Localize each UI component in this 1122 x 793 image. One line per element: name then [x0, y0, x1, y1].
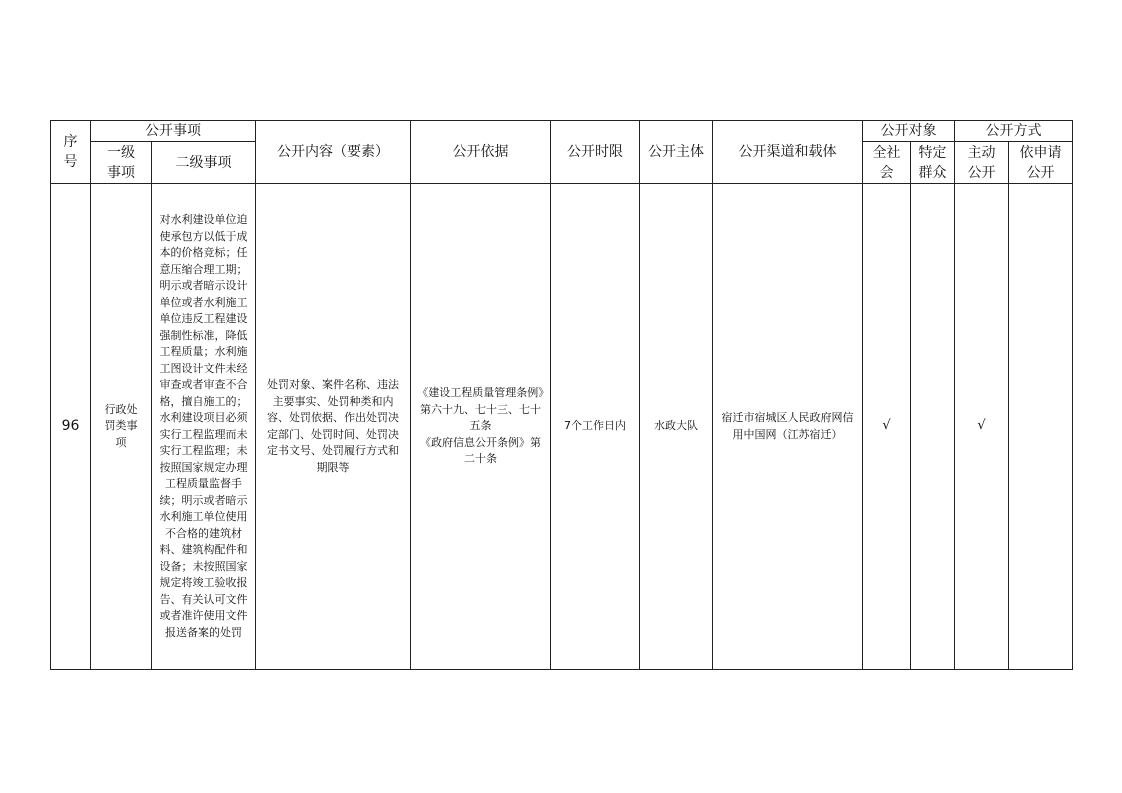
col-header-time-limit: 公开时限 — [551, 121, 640, 184]
row-level2 — [152, 184, 256, 670]
row-audience-specific — [911, 184, 955, 670]
col-header-method-active-label: 主动公开 — [967, 144, 996, 181]
col-header-subject: 公开主体 — [640, 121, 713, 184]
col-header-matter-group: 公开事项 — [91, 121, 256, 142]
col-header-seq — [51, 121, 91, 184]
row-level2-text: 对水利建设单位迫使承包方以低于成本的价格竞标；任意压缩合理工期；明示或者暗示设计单位或者水利施工单位违反工程建设强制性标准，降低工程质量；水利施工图设计文件未经审查或者审查不合格，擅自施工的；水利建设项目必须实行工程监理而未实行工程监理；未按照国家规定办理工程质量监督手续；明示或者暗示水利施工单位使用不合格的建筑材料、建筑构配件和设备；未按照国家规定将竣工验收报告、有关认可文件或者准许使用文件报送备案的处罚 — [159, 213, 248, 639]
col-header-seq-label: 序号 — [63, 134, 78, 170]
row-channel-text: 宿迁市宿城区人民政府网信用中国网（江苏宿迁） — [721, 411, 854, 441]
disclosure-table — [50, 120, 1073, 670]
row-content-text: 处罚对象、案件名称、违法主要事实、处罚种类和内容、处罚依据、作出处罚决定部门、处罚时间、处罚决定书文号、处罚履行方式和期限等 — [267, 378, 399, 474]
col-header-method-request — [1009, 142, 1073, 184]
row-content — [256, 184, 411, 670]
row-method-active: √ — [955, 184, 1009, 670]
col-header-audience-specific-label: 特定群众 — [918, 144, 947, 181]
row-audience-public: √ — [863, 184, 911, 670]
col-header-audience-specific — [911, 142, 955, 184]
col-header-level2: 二级事项 — [152, 142, 256, 184]
col-header-basis: 公开依据 — [411, 121, 551, 184]
col-header-audience-public-label: 全社会 — [872, 144, 901, 181]
col-header-method-request-label: 依申请公开 — [1019, 144, 1062, 181]
col-header-level1 — [91, 142, 152, 184]
row-basis-line2: 《政府信息公开条例》第二十条 — [420, 435, 541, 466]
table-row — [51, 184, 1073, 670]
row-seq: 96 — [51, 184, 91, 670]
header-row-1 — [51, 121, 1073, 142]
col-header-channel: 公开渠道和载体 — [713, 121, 863, 184]
col-header-content: 公开内容（要素） — [256, 121, 411, 184]
col-header-method-group: 公开方式 — [955, 121, 1073, 142]
row-subject: 水政大队 — [640, 184, 713, 670]
row-basis-line1: 《建设工程质量管理条例》第六十九、七十三、七十五条 — [417, 386, 544, 433]
col-header-method-active — [955, 142, 1009, 184]
col-header-level1-label: 一级事项 — [107, 144, 135, 181]
row-level1-text: 行政处罚类事项 — [104, 402, 138, 449]
row-time-limit: 7个工作日内 — [551, 184, 640, 670]
col-header-audience-public — [863, 142, 911, 184]
col-header-audience-group: 公开对象 — [863, 121, 955, 142]
row-basis — [411, 184, 551, 670]
row-method-request — [1009, 184, 1073, 670]
row-channel — [713, 184, 863, 670]
row-level1 — [91, 184, 152, 670]
